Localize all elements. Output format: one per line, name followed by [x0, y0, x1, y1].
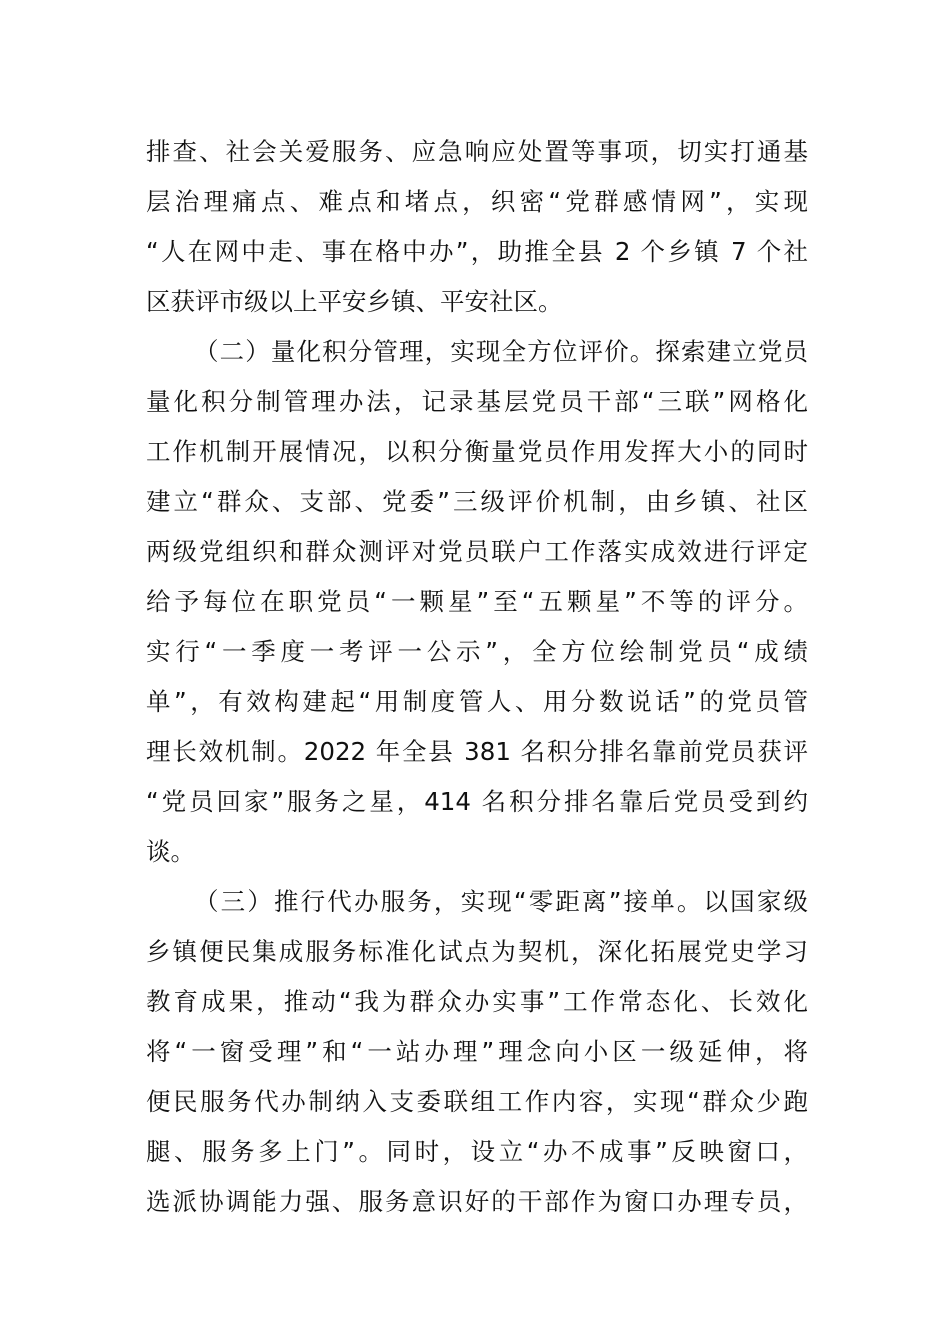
text-line: “党员回家”服务之星，414 名积分排名靠后党员受到约 [146, 787, 808, 816]
text-line: 单”，有效构建起“用制度管人、用分数说话”的党员管 [146, 687, 808, 716]
text-line: 谈。 [146, 837, 195, 866]
text-line: 排查、社会关爱服务、应急响应处置等事项，切实打通基 [146, 137, 808, 166]
text-line: 两级党组织和群众测评对党员联户工作落实成效进行评定 [146, 537, 808, 566]
text-line: 将“一窗受理”和“一站办理”理念向小区一级延伸，将 [146, 1037, 808, 1066]
text-line: 给予每位在职党员“一颗星”至“五颗星”不等的评分。 [146, 587, 808, 616]
text-line: 乡镇便民集成服务标准化试点为契机，深化拓展党史学习 [146, 937, 808, 966]
text-line: 工作机制开展情况，以积分衡量党员作用发挥大小的同时 [146, 437, 808, 466]
paragraph-heading-line: （三）推行代办服务，实现“零距离”接单。以国家级 [194, 887, 808, 916]
text-line: 建立“群众、支部、党委”三级评价机制，由乡镇、社区 [146, 487, 808, 516]
text-line: 区获评市级以上平安乡镇、平安社区。 [146, 287, 563, 316]
text-line: 实行“一季度一考评一公示”，全方位绘制党员“成绩 [146, 637, 808, 666]
text-line: 教育成果，推动“我为群众办实事”工作常态化、长效化 [146, 987, 808, 1016]
text-line: 便民服务代办制纳入支委联组工作内容，实现“群众少跑 [146, 1087, 808, 1116]
paragraph-heading-line: （二）量化积分管理，实现全方位评价。探索建立党员 [194, 337, 808, 366]
text-line: 选派协调能力强、服务意识好的干部作为窗口办理专员， [146, 1187, 808, 1216]
text-line: 层治理痛点、难点和堵点，织密“党群感情网”，实现 [146, 187, 808, 216]
text-line: “人在网中走、事在格中办”，助推全县 2 个乡镇 7 个社 [146, 237, 808, 266]
text-line: 腿、服务多上门”。同时，设立“办不成事”反映窗口， [146, 1137, 808, 1166]
text-line: 理长效机制。2022 年全县 381 名积分排名靠前党员获评 [146, 737, 808, 766]
text-line: 量化积分制管理办法，记录基层党员干部“三联”网格化 [146, 387, 808, 416]
